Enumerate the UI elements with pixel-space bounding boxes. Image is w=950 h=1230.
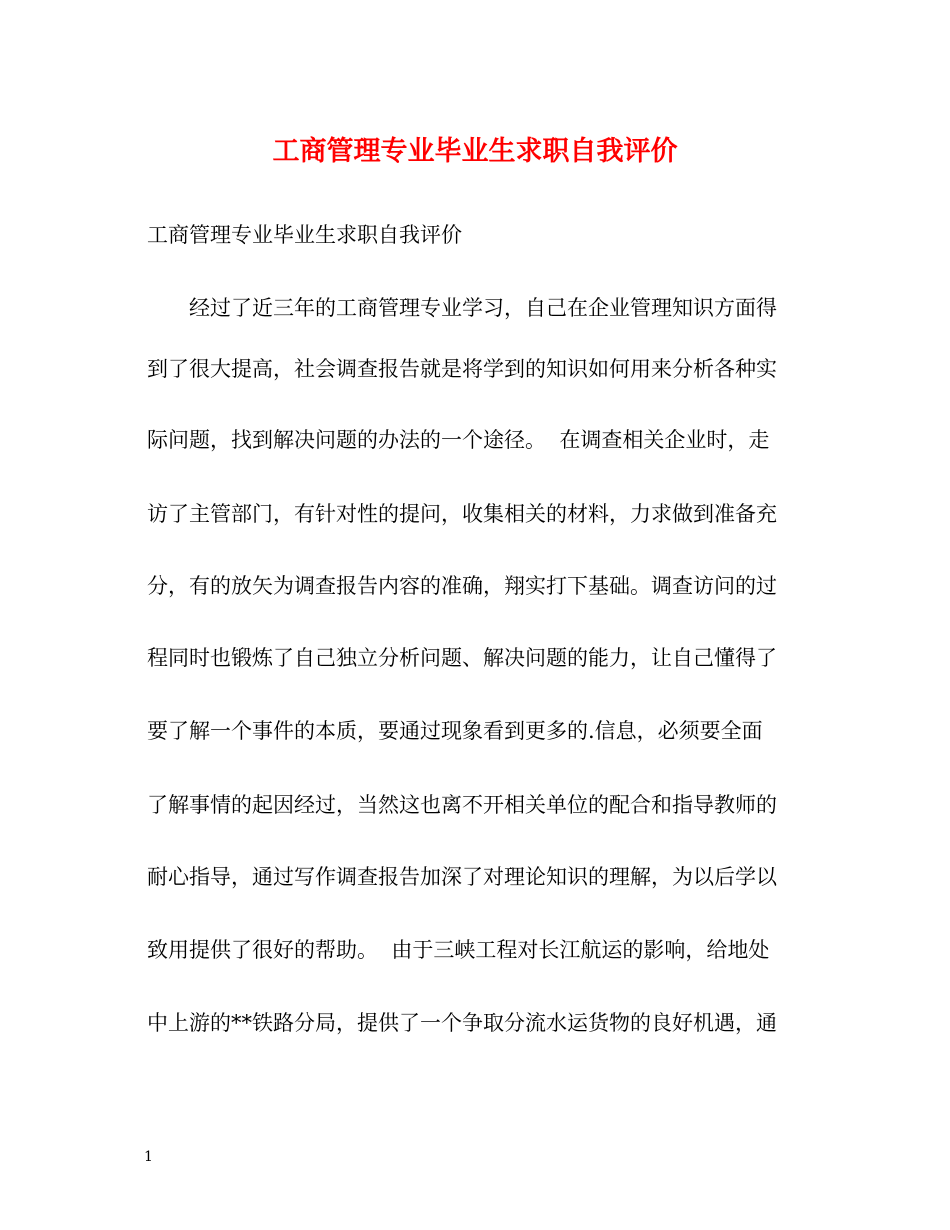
body-line: 耐心指导，通过写作调查报告加深了对理论知识的理解，为以后学以	[147, 865, 777, 889]
body-line: 致用提供了很好的帮助。 由于三峡工程对长江航运的影响，给地处	[147, 938, 770, 962]
body-line: 中上游的**铁路分局，提供了一个争取分流水运货物的良好机遇，通	[147, 1011, 777, 1035]
body-line: 要了解一个事件的本质，要通过现象看到更多的.信息，必须要全面	[147, 719, 763, 743]
body-line: 分，有的放矢为调查报告内容的准确，翔实打下基础。调查访问的过	[147, 574, 777, 598]
body-line: 经过了近三年的工商管理专业学习，自己在企业管理知识方面得	[147, 296, 777, 320]
body-line: 际问题，找到解决问题的办法的一个途径。 在调查相关企业时，走	[147, 428, 770, 452]
body-line: 程同时也锻炼了自己独立分析问题、解决问题的能力，让自己懂得了	[147, 646, 777, 670]
document-subtitle: 工商管理专业毕业生求职自我评价	[147, 223, 462, 247]
body-line: 了解事情的起因经过，当然这也离不开相关单位的配合和指导教师的	[147, 793, 777, 817]
document-title: 工商管理专业毕业生求职自我评价	[272, 136, 678, 167]
body-line: 到了很大提高，社会调查报告就是将学到的知识如何用来分析各种实	[147, 357, 777, 381]
body-line: 访了主管部门，有针对性的提问，收集相关的材料，力求做到准备充	[147, 502, 777, 526]
page-number: 1	[144, 1149, 153, 1165]
